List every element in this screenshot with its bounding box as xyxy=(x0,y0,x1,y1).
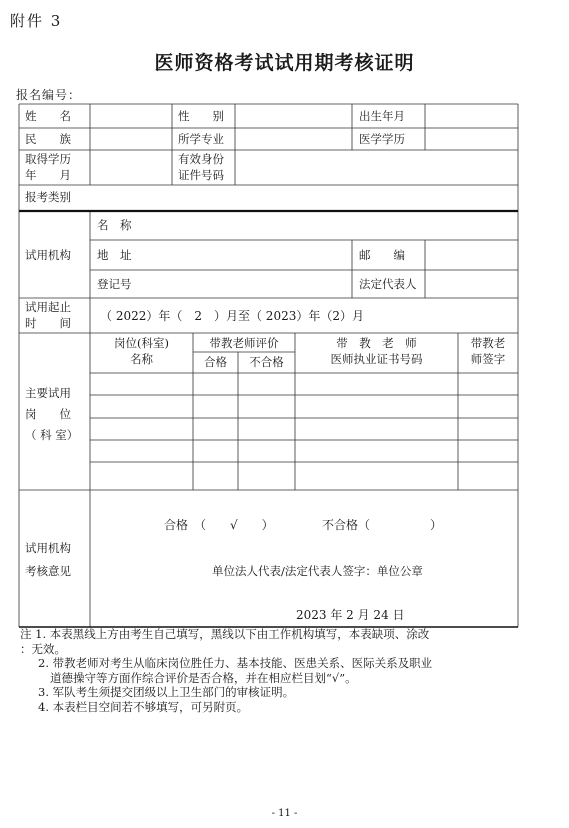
note-2-cont: 道德操守等方面作综合评价是否合格，并在相应栏目划“√”。 xyxy=(50,670,357,685)
major-label: 所学专业 xyxy=(178,132,224,146)
attachment-label: 附件 3 xyxy=(10,12,63,30)
post-name-header-2: 名称 xyxy=(130,352,153,366)
teacher-sign-header-2: 师签字 xyxy=(470,352,506,366)
institution-reg-no-label: 登记号 xyxy=(97,277,132,291)
posts-label-2: 岗 位 xyxy=(25,407,71,421)
teacher-cert-header-2: 医师执业证书号码 xyxy=(330,352,423,366)
teacher-sign-header-1: 带教老 xyxy=(470,336,506,350)
eval-pass-header: 合格 xyxy=(204,355,227,369)
institution-legal-rep-label: 法定代表人 xyxy=(359,277,417,291)
posts-label-3: （ 科 室） xyxy=(25,428,79,442)
period-label-1: 试用起止 xyxy=(25,300,71,314)
form-title: 医师资格考试试用期考核证明 xyxy=(154,52,415,74)
period-label-2: 时 间 xyxy=(25,316,71,330)
education-label: 医学学历 xyxy=(359,132,405,146)
notes xyxy=(20,627,530,714)
teacher-cert-header-1: 带 教 老 师 xyxy=(336,336,417,350)
birth-label: 出生年月 xyxy=(359,109,405,123)
page-number: - 11 - xyxy=(271,808,298,819)
institution-name-label: 名 称 xyxy=(97,218,132,232)
period-value: （ 2022）年（ 2 ）月至（ 2023）年（2）月 xyxy=(100,309,364,323)
institution-postcode-label: 邮 编 xyxy=(359,248,405,262)
post-name-header-1: 岗位(科室) xyxy=(114,336,169,350)
opinion-label-2: 考核意见 xyxy=(25,564,71,578)
opinion-date: 2023 年 2 月 24 日 xyxy=(296,608,405,622)
grad-date-label-2: 年 月 xyxy=(25,168,71,182)
institution-address-label: 地 址 xyxy=(97,248,132,262)
eval-fail-header: 不合格 xyxy=(249,355,284,369)
opinion-label-1: 试用机构 xyxy=(25,541,71,555)
id-label-2: 证件号码 xyxy=(178,168,224,182)
teacher-eval-header: 带教老师评价 xyxy=(209,336,279,350)
posts-label-1: 主要试用 xyxy=(25,386,71,400)
institution-label: 试用机构 xyxy=(25,248,71,262)
note-3: 3. 军队考生须提交团级以上卫生部门的审核证明。 xyxy=(38,685,295,699)
id-label-1: 有效身份 xyxy=(178,152,224,166)
note-1: 注 1. 本表黑线上方由考生自己填写，黑线以下由工作机构填写，本表缺项、涂改 xyxy=(20,627,430,641)
signature-line: 单位法人代表/法定代表人签字：单位公章 xyxy=(212,564,423,578)
note-2: 2. 带教老师对考生从临床岗位胜任力、基本技能、医患关系、医际关系及职业 xyxy=(38,656,433,670)
exam-category-label: 报考类别 xyxy=(25,190,71,204)
note-1-cont: ：无效。 xyxy=(20,641,66,656)
opinion-pass-mark: 合格 （ √ ） xyxy=(164,518,274,532)
gender-label: 性 别 xyxy=(178,109,224,123)
name-label: 姓 名 xyxy=(25,109,71,123)
note-4: 4. 本表栏目空间若不够填写，可另附页。 xyxy=(38,699,249,714)
registration-number-label: 报名编号： xyxy=(16,88,82,102)
ethnicity-label: 民 族 xyxy=(25,132,71,146)
opinion-fail-mark: 不合格（ ） xyxy=(322,518,443,532)
grad-date-label-1: 取得学历 xyxy=(25,152,71,166)
